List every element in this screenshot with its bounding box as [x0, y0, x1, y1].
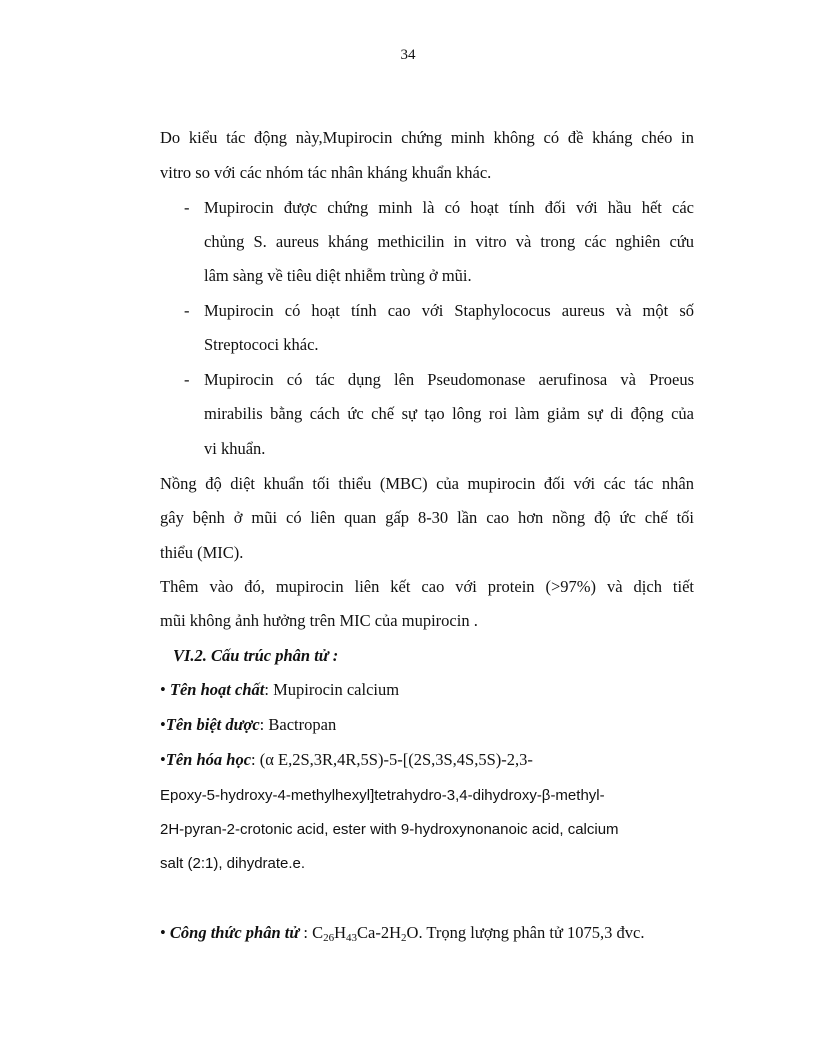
active-ingredient-line: [160, 680, 694, 700]
list-item-line: lâm sàng về tiêu diệt nhiễm trùng ở mũi.: [204, 266, 472, 285]
field-value: Bactropan: [268, 715, 337, 734]
body-text-line: mũi không ảnh hưởng trên MIC của mupirocin .: [160, 611, 478, 630]
list-dash: -: [184, 301, 190, 320]
body-text-line: Thêm vào đó, mupirocin liên kết cao với protein (>97%) và dịch tiết: [160, 577, 694, 596]
brand-name-line: [160, 715, 694, 735]
chemical-name-line: Epoxy-5-hydroxy-4-methylhexyl]tetrahydro-3,4-dihydroxy-β-methyl-: [160, 787, 605, 804]
bullet-dot: •: [160, 750, 166, 769]
body-text-line: vitro so với các nhóm tác nhân kháng khuẩn khác.: [160, 163, 492, 182]
list-item-line: Streptococi khác.: [204, 335, 319, 354]
section-heading: VI.2. Cấu trúc phân tử :: [173, 646, 339, 665]
field-value: Mupirocin calcium: [273, 680, 400, 699]
chemical-name-line: [160, 750, 694, 770]
list-item-line: Mupirocin được chứng minh là có hoạt tính đối với hầu hết các: [204, 198, 694, 217]
list-dash: -: [184, 198, 190, 217]
body-text-line: gây bệnh ở mũi có liên quan gấp 8-30 lần cao hơn nồng độ ức chế tối: [160, 508, 694, 527]
field-separator: :: [251, 750, 260, 769]
field-separator: :: [259, 715, 269, 734]
list-item-line: Mupirocin có hoạt tính cao với Staphylococus aureus và một số: [204, 301, 694, 320]
body-text-line: Nồng độ diệt khuẩn tối thiểu (MBC) của mupirocin đối với các tác nhân: [160, 474, 694, 493]
body-text-line: Do kiểu tác động này,Mupirocin chứng minh không có đề kháng chéo in: [160, 128, 694, 147]
field-label: Công thức phân tử: [169, 923, 300, 942]
bullet-dot: •: [160, 680, 166, 699]
bullet-dot: •: [160, 715, 166, 734]
molecular-weight: . Trọng lượng phân tử 1075,3 đvc.: [418, 923, 645, 942]
page-number: 34: [400, 47, 416, 63]
bullet-dot: •: [160, 923, 166, 942]
list-dash: -: [184, 370, 190, 389]
formula-value: $C_{26}H_{43}Ca-2H_2O$: [312, 923, 419, 944]
field-label: Tên hóa học: [165, 750, 252, 769]
chemical-name-line: salt (2:1), dihydrate.e.: [160, 855, 306, 872]
field-separator: :: [264, 680, 274, 699]
list-item-line: mirabilis bằng cách ức chế sự tạo lông roi làm giảm sự di động của: [204, 404, 694, 423]
chemical-name-value: (α E,2S,3R,4R,5S)-5-[(2S,3S,4S,5S)-2,3-: [259, 750, 533, 769]
body-text-line: thiểu (MIC).: [160, 543, 244, 562]
field-separator: :: [299, 923, 313, 942]
list-item-line: Mupirocin có tác dụng lên Pseudomonase aerufinosa và Proeus: [204, 370, 694, 389]
chemical-name-line: 2H-pyran-2-crotonic acid, ester with 9-hydroxynonanoic acid, calcium: [160, 821, 619, 838]
field-label: Tên biệt dược: [165, 715, 260, 734]
field-label: Tên hoạt chất: [169, 680, 265, 699]
list-item-line: vi khuẩn.: [204, 439, 266, 458]
list-item-line: chủng S. aureus kháng methicilin in vitro và trong các nghiên cứu: [204, 232, 694, 251]
formula-line: [160, 923, 694, 943]
